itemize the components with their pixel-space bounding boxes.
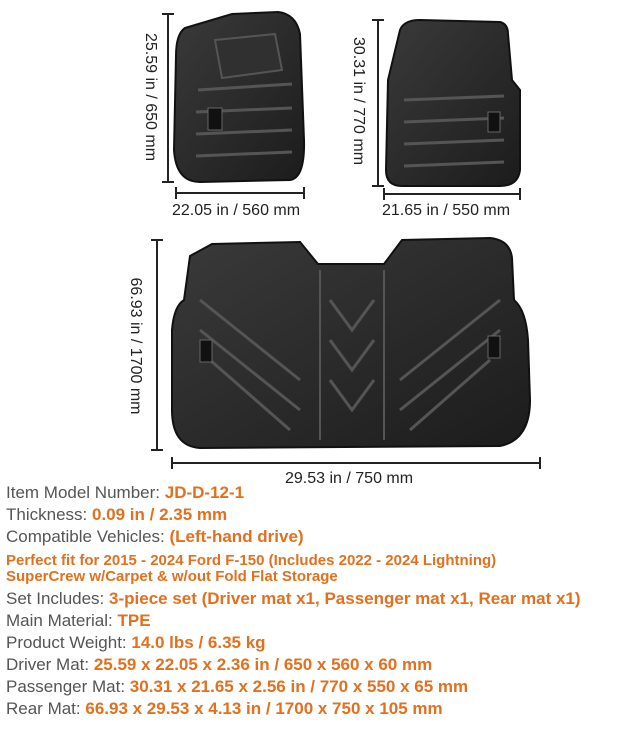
driver-height-label: 25.59 in / 650 mm — [142, 32, 159, 162]
passenger-mat-image — [386, 20, 520, 186]
passenger-height-label: 30.31 in / 770 mm — [350, 36, 367, 166]
spec-set: Set Includes: 3-piece set (Driver mat x1, Passenger mat x1, Rear mat x1) — [6, 589, 581, 608]
driver-mat-image — [174, 12, 304, 182]
spec-model: Item Model Number: JD-D-12-1 — [6, 483, 245, 502]
spec-rear: Rear Mat: 66.93 x 29.53 x 4.13 in / 1700 x 750 x 105 mm — [6, 699, 443, 718]
spec-list-lower — [6, 589, 638, 721]
driver-width-label: 22.05 in / 560 mm — [172, 202, 301, 219]
fitment-note — [6, 553, 638, 585]
fitment-line-1: Perfect fit for 2015 - 2024 Ford F-150 (Includes 2022 - 2024 Lightning) — [6, 552, 497, 569]
passenger-width-label: 21.65 in / 550 mm — [382, 202, 511, 219]
spec-driver: Driver Mat: 25.59 x 22.05 x 2.36 in / 650 x 560 x 60 mm — [6, 655, 433, 674]
spec-passenger: Passenger Mat: 30.31 x 21.65 x 2.56 in / 770 x 550 x 65 mm — [6, 677, 469, 696]
spec-material: Main Material: TPE — [6, 611, 151, 630]
rear-width-label: 29.53 in / 750 mm — [285, 470, 414, 487]
spec-thickness: Thickness: 0.09 in / 2.35 mm — [6, 505, 228, 524]
spec-weight: Product Weight: 14.0 lbs / 6.35 kg — [6, 633, 266, 652]
rear-mat-image — [172, 238, 530, 448]
rear-height-label: 66.93 in / 1700 mm — [127, 277, 144, 415]
fitment-line-2: SuperCrew w/Carpet & w/out Fold Flat Storage — [6, 568, 338, 585]
spec-list — [6, 483, 638, 549]
spec-compatible: Compatible Vehicles: (Left-hand drive) — [6, 527, 304, 546]
